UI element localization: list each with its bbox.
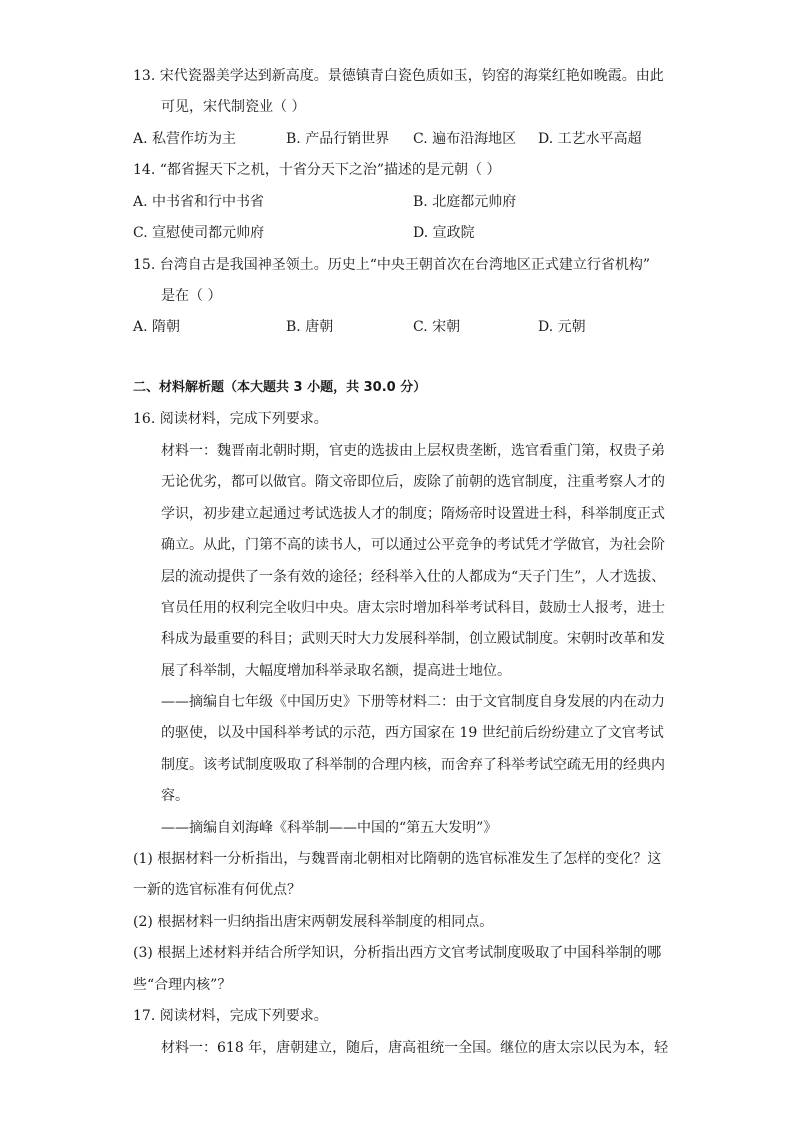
q16-question-1-cont: 一新的选官标准有何优点？ xyxy=(133,882,301,898)
q14-option-c: C. 宣慰使司都元帅府 xyxy=(133,225,265,241)
q13-option-b: B. 产品行销世界 xyxy=(286,131,390,147)
q16-question-1: (1) 根据材料一分析指出，与魏晋南北朝相对比隋朝的选官标准发生了怎样的变化？这 xyxy=(133,851,662,867)
q16-material-line: 层的流动提供了一条有效的途径；经科举入仕的人都成为“天子门生”，人才选拔、 xyxy=(161,569,666,585)
section-heading: 二、材料解析题（本大题共 3 小题，共 30.0 分） xyxy=(133,380,427,395)
q14-option-d: D. 宣政院 xyxy=(413,225,475,241)
q16-material-line: 材料一：魏晋南北朝时期，官吏的选拔由上层权贵垄断，选官看重门第，权贵子弟 xyxy=(161,443,665,459)
q16-material-line: 的驱使，以及中国科举考试的示范，西方国家在 19 世纪前后纷纷建立了文官考试 xyxy=(161,725,664,741)
q16-material-line: ——摘编自七年级《中国历史》下册等材料二：由于文官制度自身发展的内在动力 xyxy=(161,694,665,710)
q15-stem-line1: 15. 台湾自古是我国神圣领土。历史上“中央王朝首次在台湾地区正式建立行省机构” xyxy=(133,257,651,273)
q16-question-2: (2) 根据材料一归纳指出唐宋两朝发展科举制度的相同点。 xyxy=(133,914,494,930)
q17-intro: 17. 阅读材料，完成下列要求。 xyxy=(133,1008,328,1024)
q13-option-c: C. 遍布沿海地区 xyxy=(413,131,517,147)
q16-question-3-cont: 些“合理内核”？ xyxy=(133,977,232,993)
q16-material-line: 科成为最重要的科目；武则天时大力发展科举制，创立殿试制度。宋朝时改革和发 xyxy=(161,631,665,647)
q13-stem-line1: 13. 宋代瓷器美学达到新高度。景德镇青白瓷色质如玉，钧窑的海棠红艳如晚霞。由此 xyxy=(133,68,664,84)
q13-option-a: A. 私营作坊为主 xyxy=(133,131,237,147)
q15-option-b: B. 唐朝 xyxy=(286,319,334,335)
q15-option-d: D. 元朝 xyxy=(538,319,586,335)
q14-option-b: B. 北庭都元帅府 xyxy=(413,194,517,210)
q16-material-line: 展了科举制，大幅度增加科举录取名额，提高进士地位。 xyxy=(161,663,511,679)
q15-option-a: A. 隋朝 xyxy=(133,319,181,335)
q16-material-line: 无论优劣，都可以做官。隋文帝即位后，废除了前朝的选官制度，注重考察人才的 xyxy=(161,474,665,490)
q16-material-line: 制度。该考试制度吸取了科举制的合理内核，而舍弃了科举考试空疏无用的经典内 xyxy=(161,757,665,773)
q15-option-c: C. 宋朝 xyxy=(413,319,461,335)
q16-material-source: ——摘编自刘海峰《科举制——中国的“第五大发明”》 xyxy=(161,820,498,836)
q13-option-d: D. 工艺水平高超 xyxy=(538,131,642,147)
q16-material-line: 确立。从此，门第不高的读书人，可以通过公平竞争的考试凭才学做官，为社会阶 xyxy=(161,537,665,553)
q16-material-line: 官员任用的权利完全收归中央。唐太宗时增加科举考试科目，鼓励士人报考，进士 xyxy=(161,600,665,616)
q16-material-line: 学识，初步建立起通过考试选拔人才的制度；隋炀帝时设置进士科，科举制度正式 xyxy=(161,506,665,522)
q14-option-a: A. 中书省和行中书省 xyxy=(133,194,265,210)
q16-material-line: 容。 xyxy=(161,788,189,804)
q13-stem-line2: 可见，宋代制瓷业（ ） xyxy=(161,99,306,115)
q17-material-line: 材料一：618 年，唐朝建立，随后，唐高祖统一全国。继位的唐太宗以民为本，轻 xyxy=(161,1040,669,1056)
q16-intro: 16. 阅读材料，完成下列要求。 xyxy=(133,411,328,427)
q16-question-3: (3) 根据上述材料并结合所学知识，分析指出西方文官考试制度吸取了中国科举制的哪 xyxy=(133,945,662,961)
q15-stem-line2: 是在（ ） xyxy=(161,288,222,304)
q14-stem: 14. “都省握天下之机，十省分天下之治”描述的是元朝（ ） xyxy=(133,162,501,178)
